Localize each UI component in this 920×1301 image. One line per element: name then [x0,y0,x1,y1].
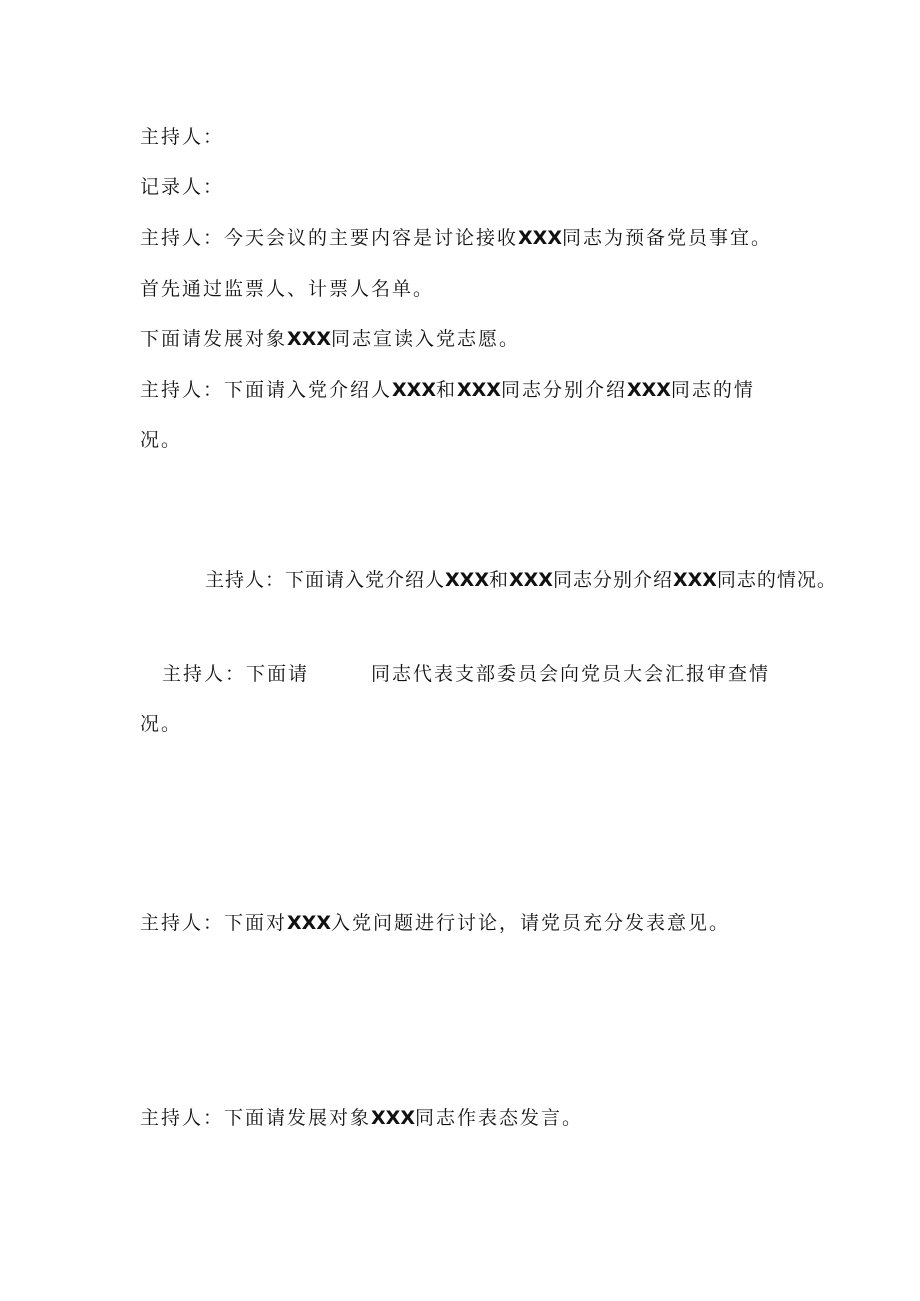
doc-line-vote-counters [140,277,434,301]
text-segment: 同志宣读入党志愿。 [330,328,520,350]
text-segment: 记录人： [140,176,225,198]
doc-line-introducers [140,378,755,402]
placeholder-name: XXX [445,569,489,591]
placeholder-name: XXX [287,328,331,350]
text-segment: 主持人：下面请 [162,663,310,685]
text-segment: 同志为预备党员事宜。 [561,227,772,249]
text-segment: 首先通过监票人、计票人名单。 [140,278,435,300]
doc-line-read-application [140,327,520,351]
text-segment: 况。 [140,713,183,735]
text-segment: 主持人：今天会议的主要内容是讨论接收 [140,227,519,249]
text-segment: 入党问题进行讨论，请党员充分发表意见。 [330,912,730,934]
text-segment: 同志分别介绍 [500,379,627,401]
text-segment: 和 [488,569,509,591]
text-segment: 同志作表态发言。 [414,1107,583,1129]
doc-line-recorder [140,175,224,199]
placeholder-name: XXX [518,227,562,249]
text-segment: 同志的情 [670,379,755,401]
text-segment: 同志的情况。 [716,569,837,591]
text-segment: 下面请发展对象 [140,328,288,350]
placeholder-name: XXX [392,379,436,401]
placeholder-name: XXX [371,1107,415,1129]
doc-line-committee-report-cont [140,712,182,736]
text-segment: 主持人：下面请入党介绍人 [140,379,393,401]
placeholder-name: XXX [626,379,671,401]
doc-line-introducers-cont [140,428,182,452]
doc-line-committee-report [162,662,770,686]
placeholder-name: XXX [508,569,553,591]
placeholder-name: XXX [456,379,501,401]
doc-line-introducers-repeat [205,568,837,592]
doc-line-statement [140,1106,583,1130]
placeholder-name: XXX [287,912,331,934]
placeholder-name: XXX [672,569,717,591]
text-segment: 同志代表支部委员会向党员大会汇报审查情 [371,663,771,685]
text-segment: 同志分别介绍 [552,569,673,591]
doc-line-meeting-topic [140,226,772,250]
text-segment: 况。 [140,429,183,451]
doc-line-host [140,125,224,149]
text-segment: 和 [435,379,457,401]
doc-line-discussion [140,911,730,935]
text-segment: 主持人： [140,126,225,148]
text-segment: 主持人：下面对 [140,912,288,934]
text-segment: 主持人：下面请入党介绍人 [205,569,446,591]
text-segment: 主持人：下面请发展对象 [140,1107,372,1129]
